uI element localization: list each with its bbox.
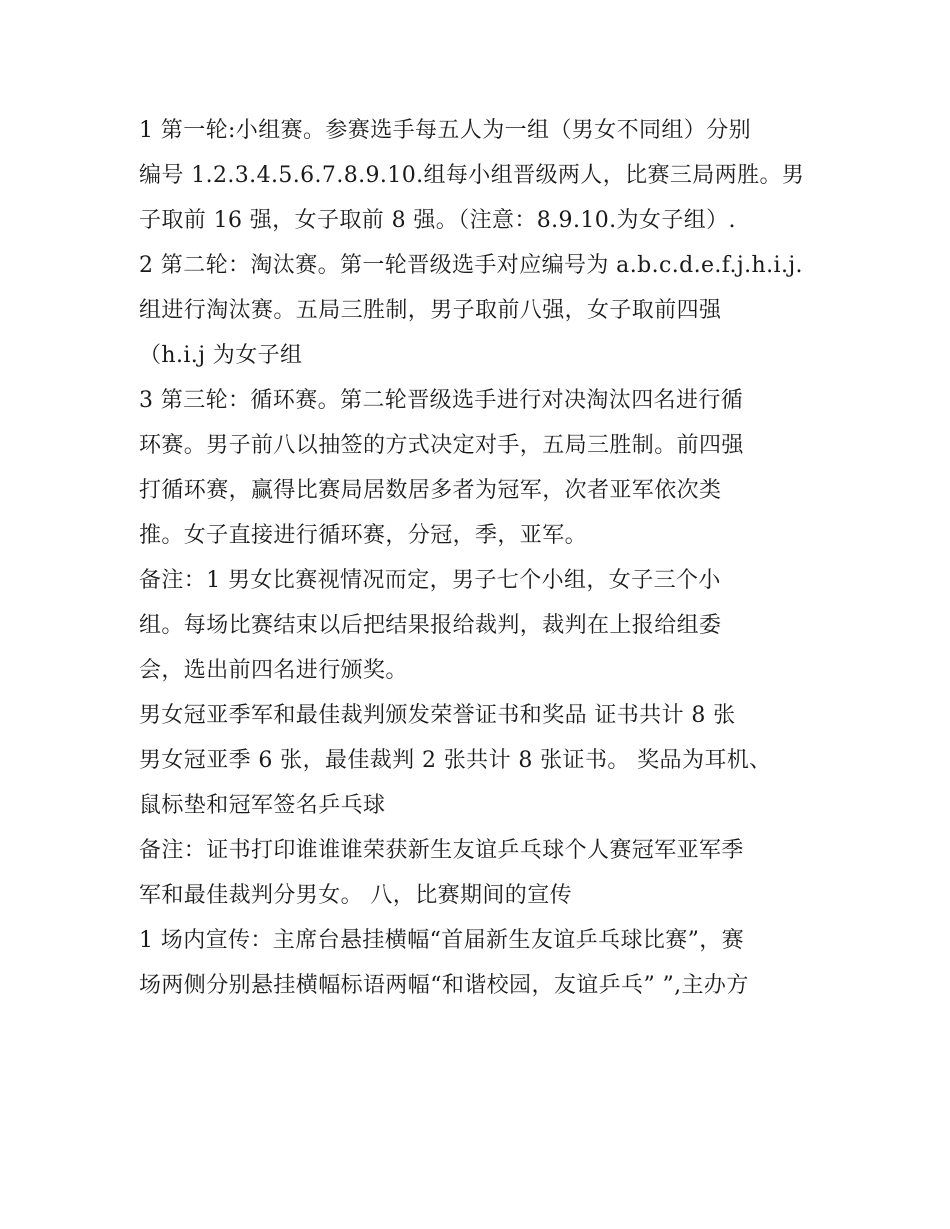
text-line: 男女冠亚季军和最佳裁判颁发荣誉证书和奖品 证书共计 8 张 [139, 703, 736, 728]
text-line: 组进行淘汰赛。五局三胜制，男子取前八强，女子取前四强 [139, 298, 722, 323]
text-line: 会，选出前四名进行颁奖。 [139, 658, 408, 683]
text-line: 军和最佳裁判分男女。 八，比赛期间的宣传 [139, 883, 572, 908]
text-line: 2 第二轮：淘汰赛。第一轮晋级选手对应编号为 a.b.c.d.e.f.j.h.i.j. [139, 253, 803, 278]
text-line: 备注：证书打印谁谁谁荣获新生友谊乒乓球个人赛冠军亚军季 [139, 838, 744, 863]
text-line: 组。每场比赛结束以后把结果报给裁判，裁判在上报给组委 [139, 613, 722, 638]
text-line: 1 场内宣传：主席台悬挂横幅“首届新生友谊乒乓球比赛”，赛 [139, 928, 745, 953]
text-line: 男女冠亚季 6 张，最佳裁判 2 张共计 8 张证书。 奖品为耳机、 [139, 748, 772, 773]
text-line: 打循环赛，赢得比赛局居数居多者为冠军，次者亚军依次类 [139, 478, 722, 503]
text-line: 3 第三轮：循环赛。第二轮晋级选手进行对决淘汰四名进行循 [139, 388, 744, 413]
text-line: 环赛。男子前八以抽签的方式决定对手，五局三胜制。前四强 [139, 433, 744, 458]
text-line: （h.i.j 为女子组 [139, 343, 303, 368]
text-line: 场两侧分别悬挂横幅标语两幅“和谐校园，友谊乒乓” ”,主办方 [139, 973, 749, 998]
text-line: 备注：1 男女比赛视情况而定，男子七个小组，女子三个小 [139, 568, 721, 593]
text-line: 编号 1.2.3.4.5.6.7.8.9.10.组每小组晋级两人，比赛三局两胜。男 [139, 163, 805, 188]
document-body [139, 108, 839, 1008]
text-line: 子取前 16 强，女子取前 8 强。（注意：8.9.10.为女子组）. [139, 208, 736, 233]
text-line: 鼠标垫和冠军签名乒乓球 [139, 793, 386, 818]
text-line: 推。女子直接进行循环赛，分冠，季，亚军。 [139, 523, 588, 548]
text-line: 1 第一轮:小组赛。参赛选手每五人为一组（男女不同组）分别 [139, 118, 752, 143]
